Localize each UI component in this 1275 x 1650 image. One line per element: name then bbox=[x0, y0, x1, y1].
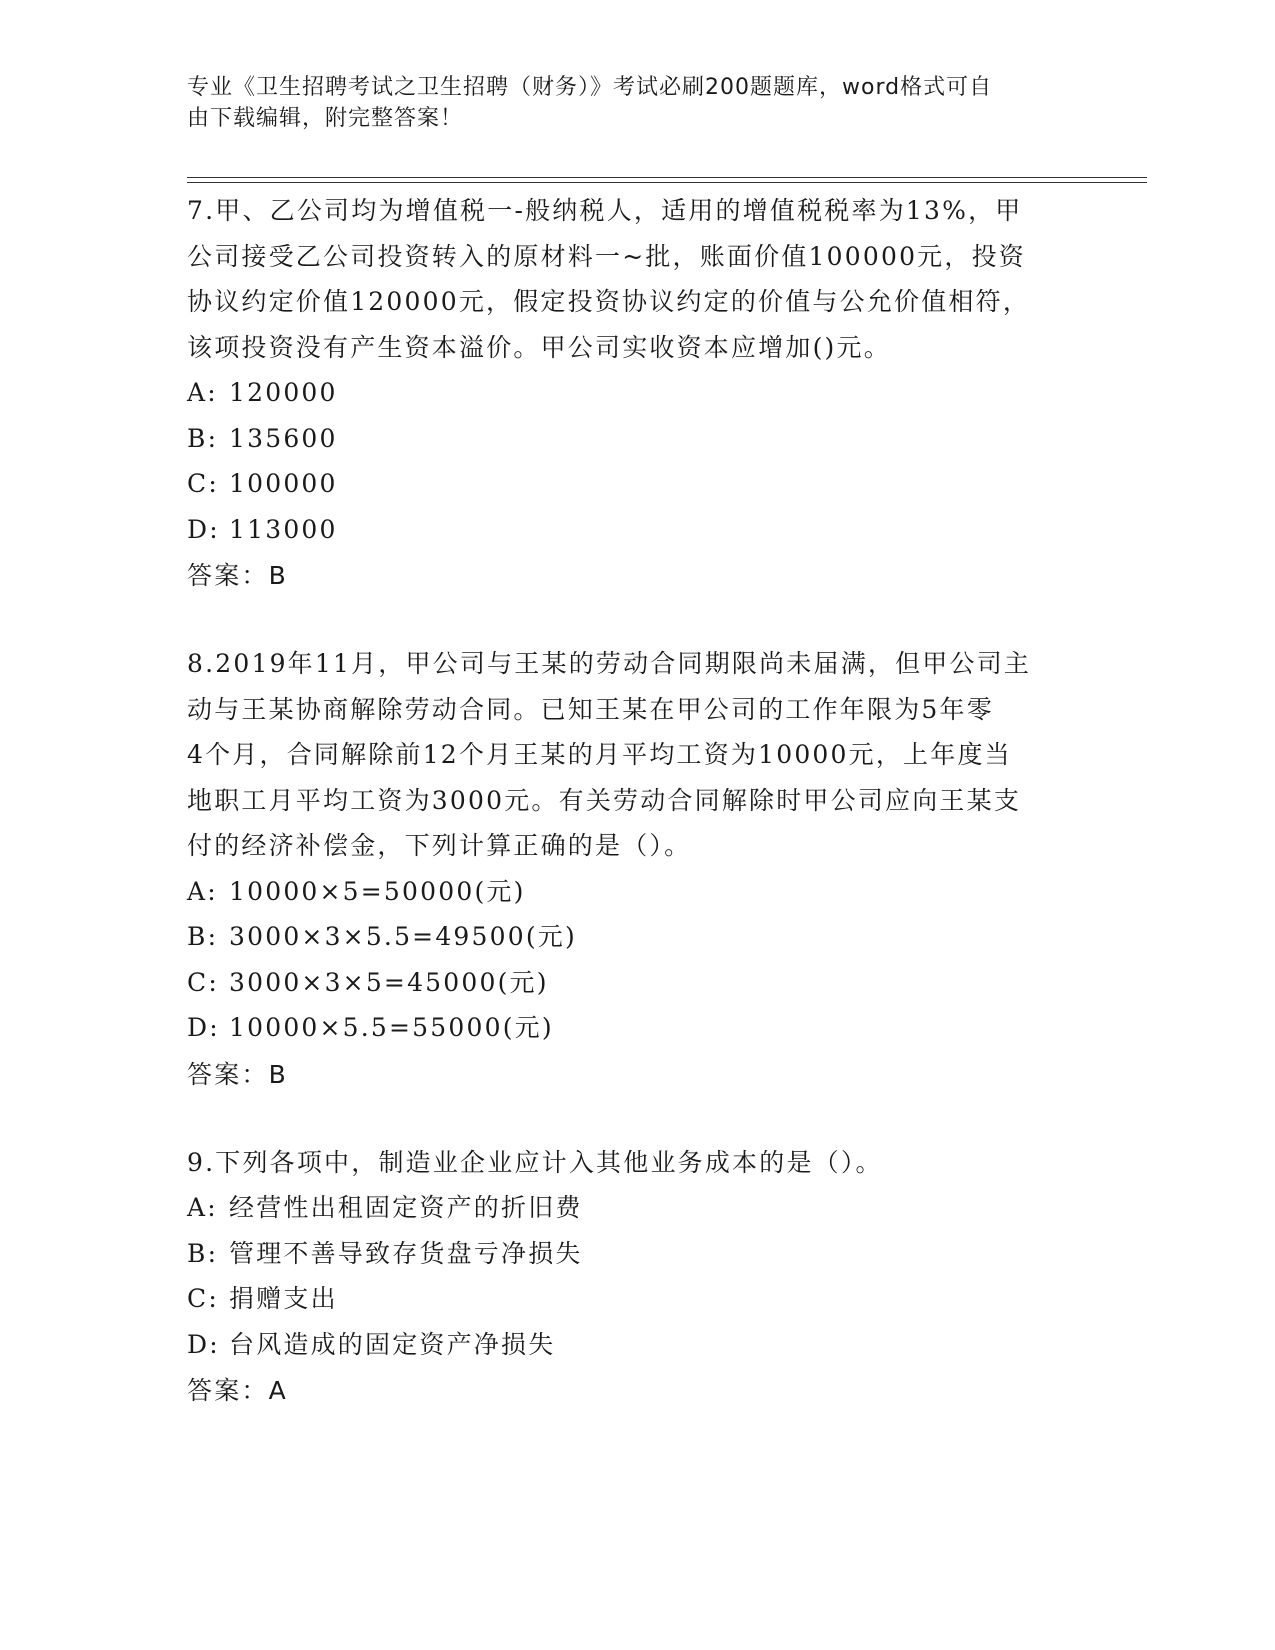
stem-line: 8.2019年11月，甲公司与王某的劳动合同期限尚未届满，但甲公司主 bbox=[187, 649, 1032, 678]
option-a bbox=[187, 370, 1087, 416]
option-b bbox=[187, 914, 1087, 960]
option-b bbox=[187, 416, 1087, 462]
document-header bbox=[187, 72, 1067, 134]
option-letter: A: bbox=[187, 378, 218, 407]
question-8 bbox=[187, 641, 1087, 1098]
stem-line: 9.下列各项中，制造业企业应计入其他业务成本的是（）。 bbox=[187, 1147, 883, 1177]
question-stem bbox=[187, 641, 1087, 869]
option-a bbox=[187, 1185, 1087, 1231]
option-letter: B: bbox=[187, 922, 219, 951]
option-letter: C: bbox=[187, 1284, 219, 1313]
question-list bbox=[187, 188, 1087, 1414]
option-text: 经营性出租固定资产的折旧费 bbox=[229, 1193, 583, 1222]
option-text: 10000×5=50000(元) bbox=[229, 876, 526, 906]
answer-line: 答案：A bbox=[187, 1376, 288, 1405]
option-letter: D: bbox=[187, 1013, 220, 1042]
option-text: 10000×5.5=55000(元) bbox=[229, 1013, 554, 1042]
option-c bbox=[187, 1276, 1087, 1322]
stem-line: 付的经济补偿金，下列计算正确的是（）。 bbox=[187, 831, 692, 860]
header-divider-top bbox=[187, 177, 1147, 178]
header-line-1: 专业《卫生招聘考试之卫生招聘（财务）》考试必刷200题题库，word格式可自 bbox=[187, 75, 993, 100]
option-text: 120000 bbox=[229, 378, 338, 407]
option-text: 113000 bbox=[229, 514, 338, 544]
option-text: 捐赠支出 bbox=[229, 1284, 338, 1313]
option-d bbox=[187, 1005, 1087, 1051]
stem-line: 协议约定价值120000元，假定投资协议约定的价值与公允价值相符， bbox=[187, 287, 1031, 316]
option-b bbox=[187, 1231, 1087, 1277]
option-text: 100000 bbox=[229, 469, 338, 498]
option-text: 3000×3×5.5=49500(元) bbox=[229, 922, 577, 951]
option-c bbox=[187, 960, 1087, 1006]
option-letter: B: bbox=[187, 423, 219, 453]
option-letter: D: bbox=[187, 514, 220, 544]
stem-line: 地职工月平均工资为3000元。有关劳动合同解除时甲公司应向王某支 bbox=[187, 785, 1022, 815]
answer-line: 答案：B bbox=[187, 561, 288, 590]
option-letter: C: bbox=[187, 967, 219, 997]
option-text: 管理不善导致存货盘亏净损失 bbox=[229, 1238, 583, 1268]
header-divider-bottom bbox=[187, 182, 1147, 183]
option-letter: A: bbox=[187, 876, 218, 906]
stem-line: 动与王某协商解除劳动合同。已知王某在甲公司的工作年限为5年零 bbox=[187, 694, 994, 724]
question-spacer bbox=[187, 1098, 1087, 1140]
question-stem bbox=[187, 188, 1087, 370]
question-stem bbox=[187, 1140, 1087, 1186]
option-letter: A: bbox=[187, 1193, 218, 1222]
option-text: 135600 bbox=[229, 423, 338, 453]
question-spacer bbox=[187, 599, 1087, 641]
option-letter: D: bbox=[187, 1329, 220, 1359]
option-text: 台风造成的固定资产净损失 bbox=[229, 1329, 556, 1359]
option-text: 3000×3×5=45000(元) bbox=[229, 967, 549, 997]
question-7 bbox=[187, 188, 1087, 599]
option-a bbox=[187, 869, 1087, 915]
question-9 bbox=[187, 1140, 1087, 1415]
option-letter: B: bbox=[187, 1238, 219, 1268]
option-c bbox=[187, 461, 1087, 507]
stem-line: 7.甲、乙公司均为增值税一-般纳税人，适用的增值税税率为13%，甲 bbox=[187, 196, 1023, 225]
option-letter: C: bbox=[187, 469, 219, 498]
stem-line: 公司接受乙公司投资转入的原材料一~批，账面价值100000元，投资 bbox=[187, 241, 1026, 271]
header-line-2: 由下载编辑，附完整答案！ bbox=[187, 106, 464, 131]
answer-line: 答案：B bbox=[187, 1059, 288, 1089]
stem-line: 4个月，合同解除前12个月王某的月平均工资为10000元，上年度当 bbox=[187, 740, 1012, 769]
option-d bbox=[187, 507, 1087, 553]
option-d bbox=[187, 1322, 1087, 1368]
stem-line: 该项投资没有产生资本溢价。甲公司实收资本应增加()元。 bbox=[187, 332, 891, 362]
